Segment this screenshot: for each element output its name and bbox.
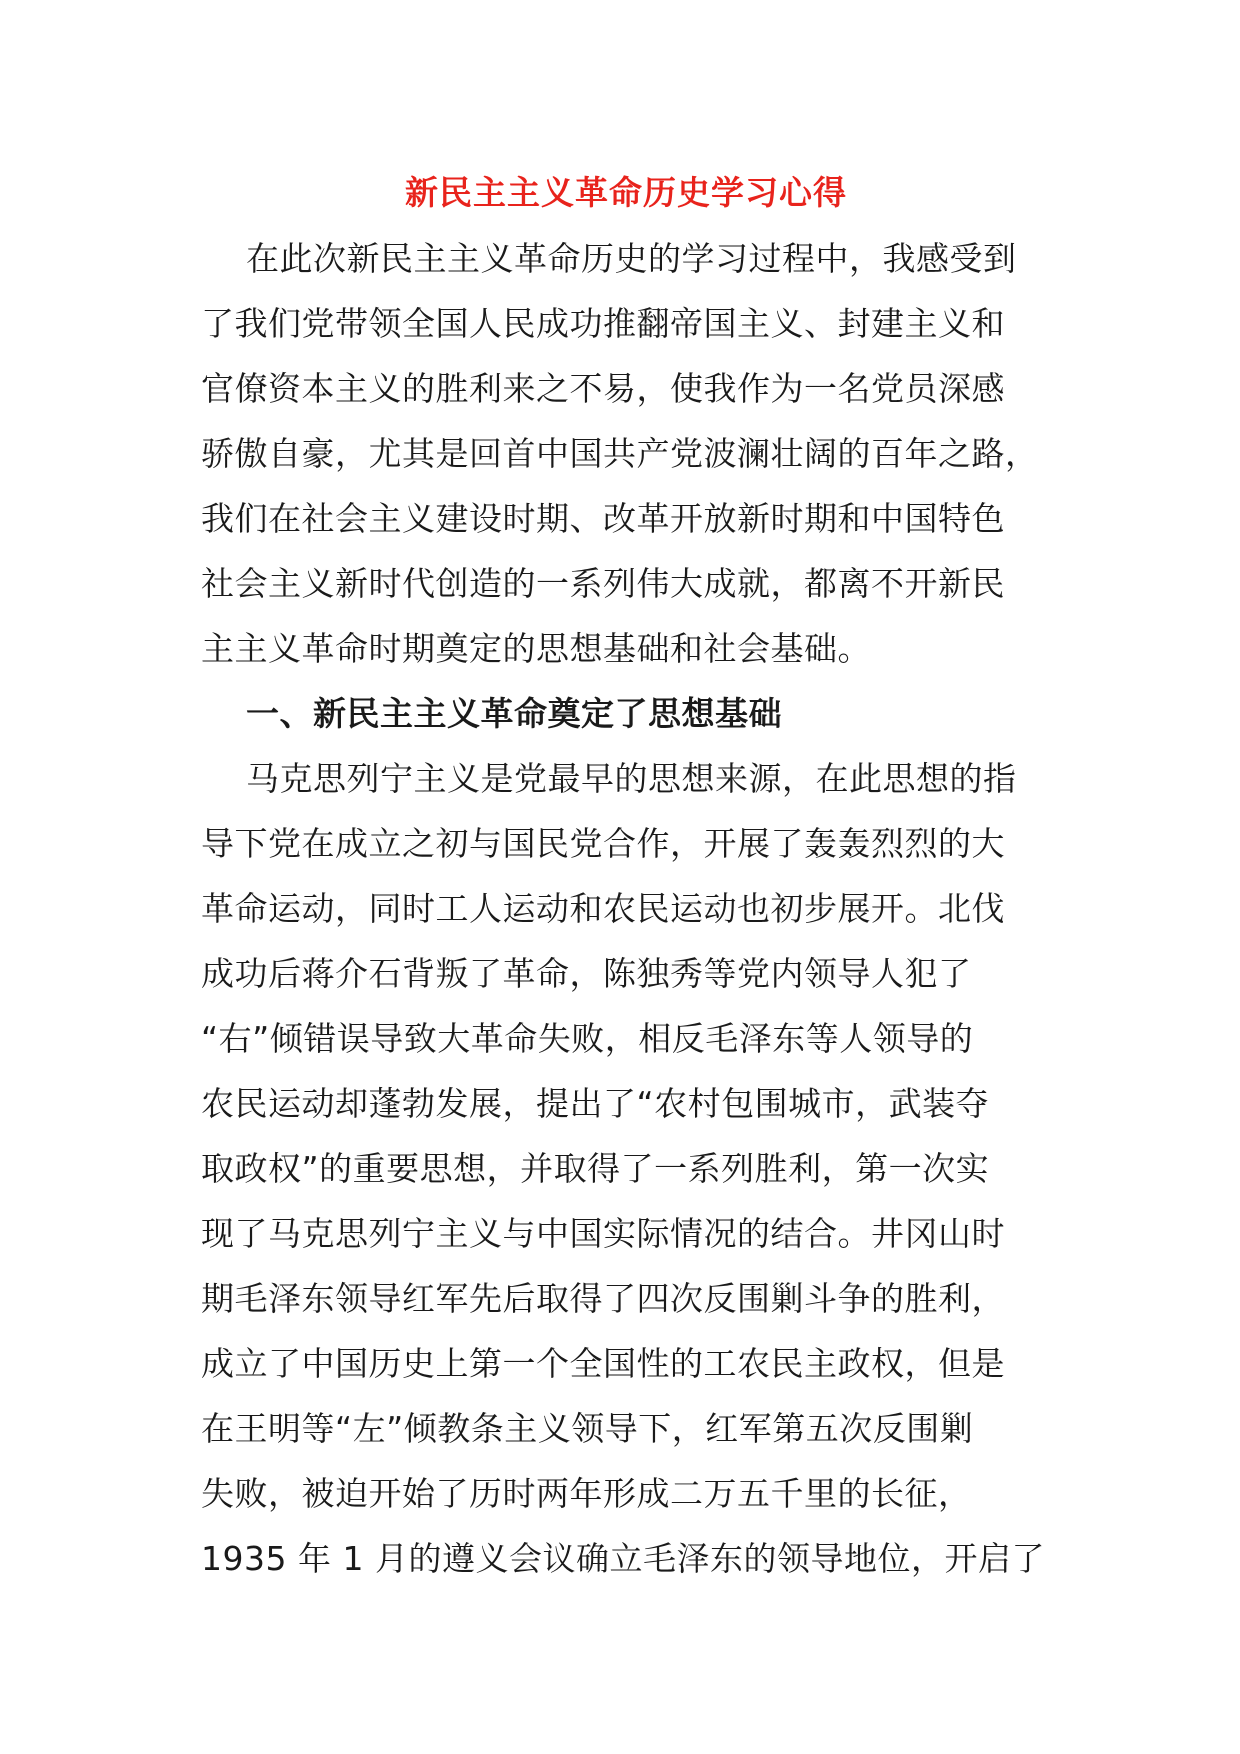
section-heading: 一、新民主主义革命奠定了思想基础 xyxy=(246,694,782,733)
text-line: 期毛泽东领导红军先后取得了四次反围剿斗争的胜利， xyxy=(201,1279,1005,1318)
text-line: 导下党在成立之初与国民党合作，开展了轰轰烈烈的大 xyxy=(201,824,1005,863)
text-line: 主主义革命时期奠定的思想基础和社会基础。 xyxy=(201,629,871,668)
text-line: 了我们党带领全国人民成功推翻帝国主义、封建主义和 xyxy=(201,304,1005,343)
document-title: 新民主主义革命历史学习心得 xyxy=(405,173,847,212)
text-line: 官僚资本主义的胜利来之不易，使我作为一名党员深感 xyxy=(201,369,1005,408)
text-line: 骄傲自豪，尤其是回首中国共产党波澜壮阔的百年之路， xyxy=(201,434,1039,473)
text-line: 成功后蒋介石背叛了革命，陈独秀等党内领导人犯了 xyxy=(201,954,972,993)
text-line: “右”倾错误导致大革命失败，相反毛泽东等人领导的 xyxy=(201,1019,974,1058)
text-line: 农民运动却蓬勃发展，提出了“农村包围城市，武装夺 xyxy=(201,1084,990,1123)
text-line: 社会主义新时代创造的一系列伟大成就，都离不开新民 xyxy=(201,564,1005,603)
text-line: 取政权”的重要思想，并取得了一系列胜利，第一次实 xyxy=(201,1149,990,1188)
paragraph-intro xyxy=(201,226,1051,681)
paragraph-section-one xyxy=(201,746,1051,1591)
text-line: 在此次新民主主义革命历史的学习过程中，我感受到 xyxy=(246,239,1017,278)
text-line: 现了马克思列宁主义与中国实际情况的结合。井冈山时 xyxy=(201,1214,1005,1253)
text-line: 在王明等“左”倾教条主义领导下，红军第五次反围剿 xyxy=(201,1409,974,1448)
document-body xyxy=(201,170,1051,1591)
text-line: 失败，被迫开始了历时两年形成二万五千里的长征， xyxy=(201,1474,972,1513)
text-line: 我们在社会主义建设时期、改革开放新时期和中国特色 xyxy=(201,499,1005,538)
text-line: 马克思列宁主义是党最早的思想来源，在此思想的指 xyxy=(246,759,1017,798)
text-line: 1935 年 1 月的遵义会议确立毛泽东的领导地位，开启了 xyxy=(201,1539,1045,1578)
text-line: 成立了中国历史上第一个全国性的工农民主政权，但是 xyxy=(201,1344,1005,1383)
text-line: 革命运动，同时工人运动和农民运动也初步展开。北伐 xyxy=(201,889,1005,928)
